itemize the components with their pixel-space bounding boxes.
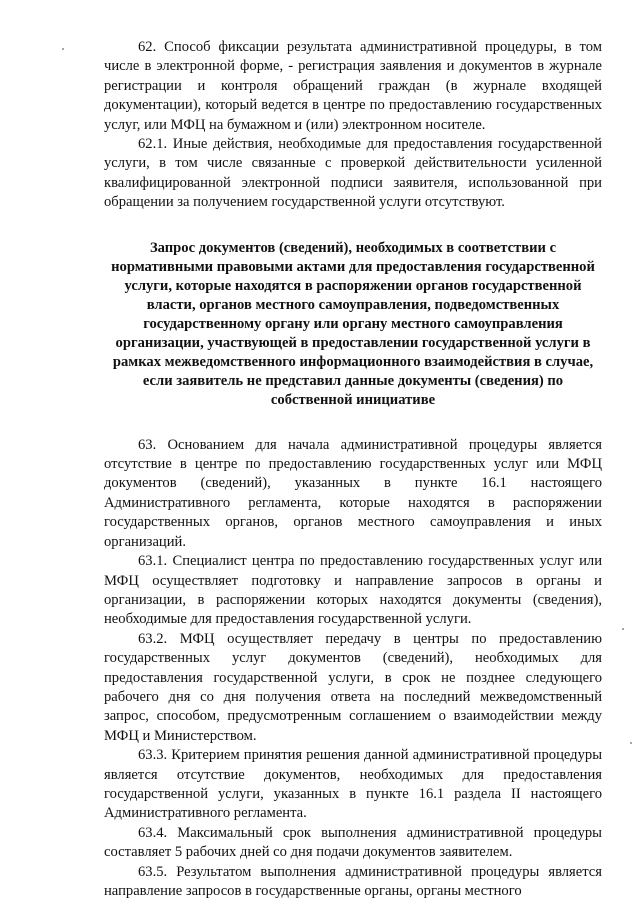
- paragraph-63-5: 63.5. Результатом выполнения административной процедуры является направление запросов в государственные органы, органы местного: [104, 863, 602, 899]
- paragraph-62: 62. Способ фиксации результата административной процедуры, в том числе в электронной форме, - регистрация заявления и документов в журнале регистрации и контроля обращений граждан (в журнале входящей документации), который ведется в центре по предоставлению государственных услуг, или МФЦ на бумажном и (или) электронном носителе.: [104, 39, 602, 133]
- section-heading: Запрос документов (сведений), необходимых в соответствии с нормативными правовыми актами для предоставления государственной услуги, которые находятся в распоряжении органов государственной власти, органов местного самоуправления, подведомственных государственному органу или органу местного самоуправления организации, участвующей в предоставлении государственной услуги в рамках межведомственного информационного взаимодействия в случае, если заявитель не представил данные документы (сведения) по собственной инициативе: [111, 239, 595, 408]
- paragraph-63: 63. Основанием для начала административной процедуры является отсутствие в центре по предоставлению государственных услуг или МФЦ документов (сведений), указанных в пункте 16.1 настоящего Административного регламента, которые находятся в распоряжении государственных органов, органов местного самоуправления и иных организаций.: [104, 436, 602, 550]
- scan-speck: [622, 628, 624, 630]
- scan-speck: [62, 48, 64, 50]
- paragraph-62-1: 62.1. Иные действия, необходимые для предоставления государственной услуги, в том числе связанные с проверкой действительности усиленной квалифицированной электронной подписи заявителя, использованной при обращении за получением государственной услуги отсутствуют.: [104, 136, 602, 211]
- paragraph-63-2: 63.2. МФЦ осуществляет передачу в центры по предоставлению государственных услуг документов (сведений), необходимых для предоставления государственной услуги, в срок не позднее следующего рабочего дня со дня получения ответа на последний межведомственный запрос, способом, предусмотренным соглашением о взаимодействии между МФЦ и Министерством.: [104, 630, 602, 744]
- paragraph-63-4: 63.4. Максимальный срок выполнения административной процедуры составляет 5 рабочих дней со дня подачи документов заявителем.: [104, 824, 602, 861]
- document-page: [104, 38, 602, 901]
- scan-speck: [630, 742, 632, 744]
- paragraph-63-3: 63.3. Критерием принятия решения данной административной процедуры является отсутствие документов, необходимых для предоставления государственной услуги, указанных в пункте 16.1 раздела II настоящего Административного регламента.: [104, 747, 602, 822]
- paragraph-63-1: 63.1. Специалист центра по предоставлению государственных услуг или МФЦ осуществляет подготовку и направление запросов в органы и организации, в распоряжении которых находятся документы (сведения), необходимые для предоставления государственной услуги.: [104, 553, 602, 628]
